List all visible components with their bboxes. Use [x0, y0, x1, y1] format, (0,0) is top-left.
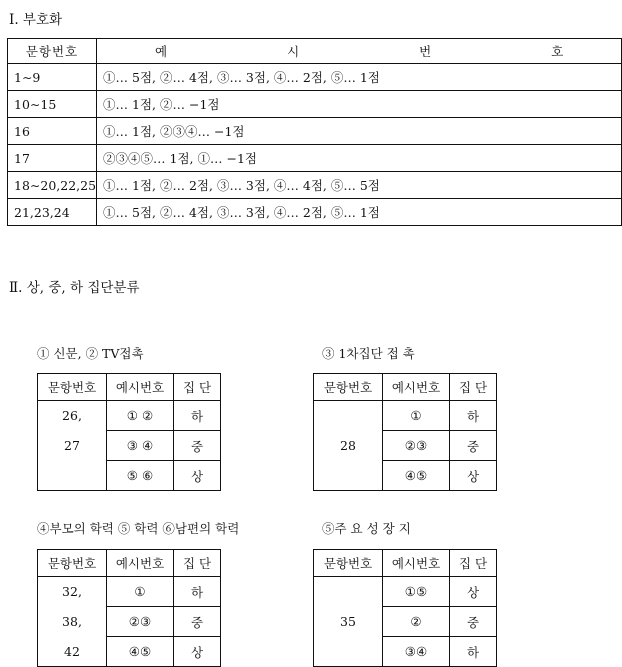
- growing-place-caption: ⑤주 요 성 장 지: [322, 521, 411, 536]
- group-label: 하: [174, 401, 221, 431]
- table-row: [38, 637, 221, 667]
- row-scoring: ②③④⑤… 1점, ①… −1점: [97, 145, 622, 172]
- group-label: 중: [174, 431, 221, 461]
- table-row: [8, 118, 622, 145]
- example-code: ③④: [383, 637, 450, 667]
- header-example-number: 예시번호: [107, 550, 174, 577]
- group-label: 하: [174, 577, 221, 607]
- group-label: 상: [450, 577, 497, 607]
- row-scoring: ①… 1점, ②… 2점, ③… 3점, ④… 4점, ⑤… 5점: [97, 172, 622, 199]
- section2-title: Ⅱ. 상, 중, 하 집단분류: [9, 280, 140, 296]
- example-code: ③ ④: [107, 431, 174, 461]
- item-number: 42: [38, 637, 107, 667]
- header-item-number: 문항번호: [38, 550, 107, 577]
- table-header-row: [38, 550, 221, 577]
- table-row: [8, 145, 622, 172]
- table-row: [38, 607, 221, 637]
- header-item-number: 문항번호: [314, 374, 383, 401]
- header-group: 집 단: [174, 374, 221, 401]
- item-number: 27: [38, 431, 107, 461]
- header-group: 집 단: [450, 550, 497, 577]
- header-example-number: 예시번호: [107, 374, 174, 401]
- group-label: 상: [174, 461, 221, 491]
- group-label: 중: [450, 431, 497, 461]
- table-row: [38, 577, 221, 607]
- row-item: 10∼15: [8, 91, 97, 118]
- group-label: 중: [174, 607, 221, 637]
- row-item: 18∼20,22,25: [8, 172, 97, 199]
- example-code: ⑤ ⑥: [107, 461, 174, 491]
- table-row: [8, 91, 622, 118]
- header-item-number: 문항번호: [314, 550, 383, 577]
- table-row: [314, 577, 497, 607]
- item-number: 38,: [38, 607, 107, 637]
- example-code: ④⑤: [107, 637, 174, 667]
- media-contact-table: [37, 373, 221, 491]
- media-contact-caption: ① 신문, ② TV접촉: [37, 346, 144, 361]
- table-header-row: [314, 374, 497, 401]
- header-item-number: 문항번호: [8, 39, 97, 64]
- item-number: 26,: [38, 401, 107, 431]
- item-number: 32,: [38, 577, 107, 607]
- group-label: 상: [450, 461, 497, 491]
- header-group: 집 단: [450, 374, 497, 401]
- scoring-table: [7, 38, 622, 226]
- table-header-row: [314, 550, 497, 577]
- item-number: 35: [314, 577, 383, 667]
- example-code: ①: [107, 577, 174, 607]
- table-row: [8, 172, 622, 199]
- example-code: ②③: [107, 607, 174, 637]
- example-code: ① ②: [107, 401, 174, 431]
- group-label: 하: [450, 637, 497, 667]
- header-group: 집 단: [174, 550, 221, 577]
- table-row: [38, 461, 221, 491]
- table-row: [8, 64, 622, 91]
- example-code: ①⑤: [383, 577, 450, 607]
- group-label: 상: [174, 637, 221, 667]
- education-caption: ④부모의 학력 ⑤ 학력 ⑥남편의 학력: [37, 521, 240, 536]
- row-item: 21,23,24: [8, 199, 97, 226]
- example-code: ②: [383, 607, 450, 637]
- table-row: [38, 431, 221, 461]
- example-code: ①: [383, 401, 450, 431]
- header-example-number: 예시번호: [383, 550, 450, 577]
- item-number-empty: [38, 461, 107, 491]
- row-item: 16: [8, 118, 97, 145]
- primary-group-table: [313, 373, 497, 491]
- example-code: ④⑤: [383, 461, 450, 491]
- group-label: 하: [450, 401, 497, 431]
- header-example-number: 예시번호: [383, 374, 450, 401]
- row-item: 17: [8, 145, 97, 172]
- row-scoring: ①… 1점, ②③④… −1점: [97, 118, 622, 145]
- row-scoring: ①… 5점, ②… 4점, ③… 3점, ④… 2점, ⑤… 1점: [97, 64, 622, 91]
- group-label: 중: [450, 607, 497, 637]
- table-row: [8, 199, 622, 226]
- row-scoring: ①… 5점, ②… 4점, ③… 3점, ④… 2점, ⑤… 1점: [97, 199, 622, 226]
- table-row: [314, 401, 497, 431]
- section1-title: Ⅰ. 부호화: [9, 12, 63, 28]
- example-code: ②③: [383, 431, 450, 461]
- item-number: 28: [314, 401, 383, 491]
- growing-place-table: [313, 549, 497, 667]
- scoring-table-header: [8, 39, 622, 64]
- row-item: 1∼9: [8, 64, 97, 91]
- row-scoring: ①… 1점, ②… −1점: [97, 91, 622, 118]
- table-row: [38, 401, 221, 431]
- table-header-row: [38, 374, 221, 401]
- primary-group-caption: ③ 1차집단 접 촉: [322, 346, 415, 361]
- header-item-number: 문항번호: [38, 374, 107, 401]
- header-example-number: 예 시 번 호: [97, 39, 622, 64]
- education-table: [37, 549, 221, 667]
